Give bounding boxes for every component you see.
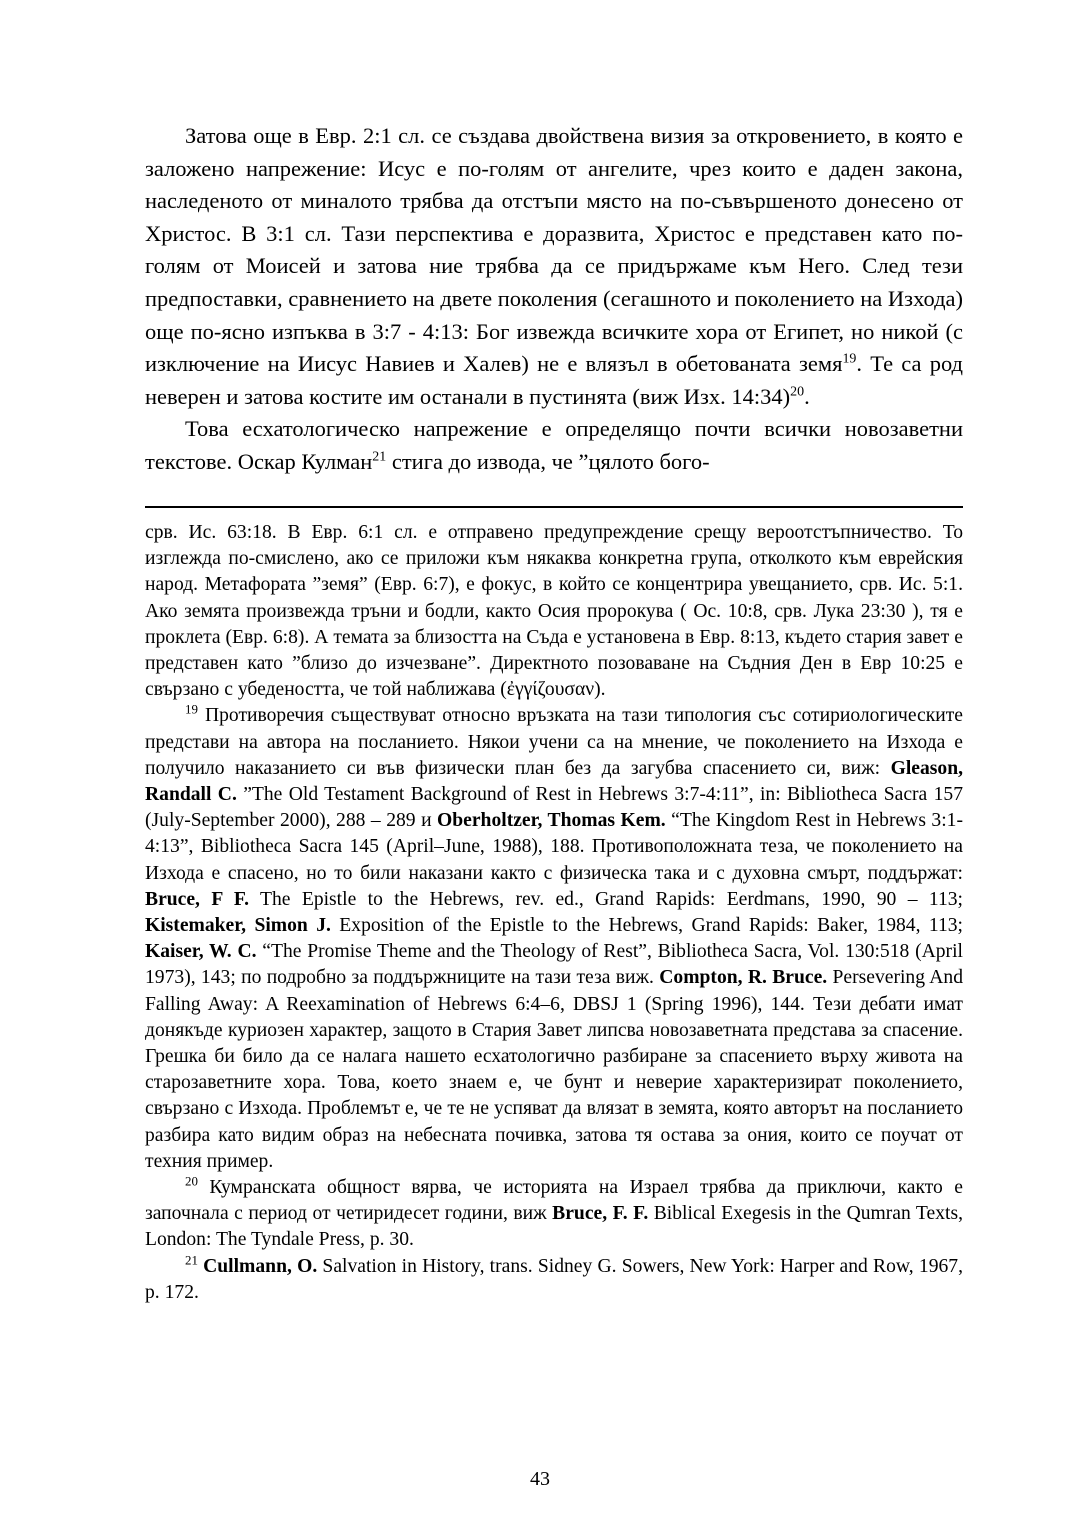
main-text [145,120,963,479]
footnote-21: $^{21}$ Cullmann, O. Salvation in History, trans. Sidney G. Sowers, New York: Harper and Row, 1967, p. 172. [145,1251,963,1303]
footnote-ref-20[interactable]: 20 [790,384,805,400]
footnote-20: $^{20}$ Кумранската общност вярва, че историята на Израел трябва да приключи, както е започнала с период от четиридесет години, виж Bruce, F. F. Biblical Exegesis in the Qumran Texts, London: The Tyndale Press, p. 30. [145,1173,963,1251]
main-paragraph-2: Това есхатологическо напрежение е определящо почти всички новозаветни текстове. Оскар Кулман$^{21}$ стига до извода, че ”цялото бого- [145,416,963,474]
page-number: 43 [530,1468,550,1490]
footnote-ref-19[interactable]: 19 [842,351,857,367]
footnote-number: 21 [185,1251,198,1267]
footnote-separator [145,506,963,508]
footnote-ref-21[interactable]: 21 [372,449,387,465]
footnote-number: 20 [185,1173,198,1189]
footnotes [145,520,963,1306]
footnote-continuation: срв. Ис. 63:18. В Евр. 6:1 сл. е отправено предупреждение срещу вероотстъпничество. То изглежда по-смислено, ако се приложи към някаква конкретна група, отколкото към еврейския народ. Метафората ”земя” (Евр. 6:7), е фокус, в който се концентрира увещанието, срв. Ис. 5:1. Ако земята произвежда тръни и бодли, както Осия пророкува ( Ос. 10:8, срв. Лука 23:30 ), тя е проклета (Евр. 6:8). А темата за близостта на Съда е установена в Евр. 8:13, където стария завет е представен като ”близо до изчезване”. Директното позоваване на Съдния Ден в Евр 10:25 е свързано с убедеността, че той наближава (ἐγγίζουσαν). [145,522,963,701]
footnote-19: $^{19}$ Противоречия съществуват относно връзката на тази типология със сотириологическите представи на автора на посланието. Някои учени са на мнение, че поколението на Изхода е получило наказанието си във физически план без да загубва спасението си, виж: Gleason, Randall C. ”The Old Testament Background of Rest in Hebrews 3:7-4:11”, in: Bibliotheca Sacra 157 (July-September 2000), 288 – 289 и Oberholtzer, Thomas Kem. “The Kingdom Rest in Hebrews 3:1-4:13”, Bibliotheca Sacra 145 (April–June, 1988), 188. Противоположната теза, че поколението на Изхода е спасено, но то били наказани както с физическа така и с духовна смърт, поддържат: Bruce, F F. The Epistle to the Hebrews, rev. ed., Grand Rapids: Eerdmans, 1990, 90 – 113; Kistemaker, Simon J. Exposition of the Epistle to the Hebrews, Grand Rapids: Baker, 1984, 113; Kaiser, W. C. “The Promise Theme and the Theology of Rest”, Bibliotheca Sacra, Vol. 130:518 (April 1973), 143; по подробно за поддържниците на тази теза виж. Compton, R. Bruce. Persevering And Falling Away: A Reexamination of Hebrews 6:4–6, DBSJ 1 (Spring 1996), 144. Тези дебати имат донякъде куриозен характер, защото в Стария Завет липсва новозаветната представа за спасение. Грешка би било да се налага нашето есхатологично разбиране за спасението върху живота на старозаветните хора. Това, което знаем е, че бунт и неверие характеризират поколението, свързано с Изхода. Проблемът е, че те не успяват да влязат в земята, която авторът на посланието разбира като видим образ на небесната почивка, затова тя остава за ония, които се поучат от техния пример. [145,701,963,1172]
footnote-number: 19 [185,701,198,717]
main-paragraph-1: Затова още в Евр. 2:1 сл. се създава двойствена визия за откровението, в която е заложено напрежение: Исус е по-голям от ангелите, чрез които е даден закона, наследеното от миналото трябва да отстъпи място на по-съвършеното донесено от Христос. В 3:1 сл. Тази перспектива е доразвита, Христос е представен като по-голям от Моисей и затова ние трябва да се придържаме към Него. След тези предпоставки, сравнението на двете поколения (сегашното и поколението на Изхода) още по-ясно изпъква в 3:7 - 4:13: Бог извежда всичките хора от Египет, но никой (с изключение на Иисус Навиев и Халев) не е влязъл в обетованата земя$^{19}$. Те са род неверен и затова костите им останали в пустинята (виж Изх. 14:34)$^{20}$. [145,123,964,409]
